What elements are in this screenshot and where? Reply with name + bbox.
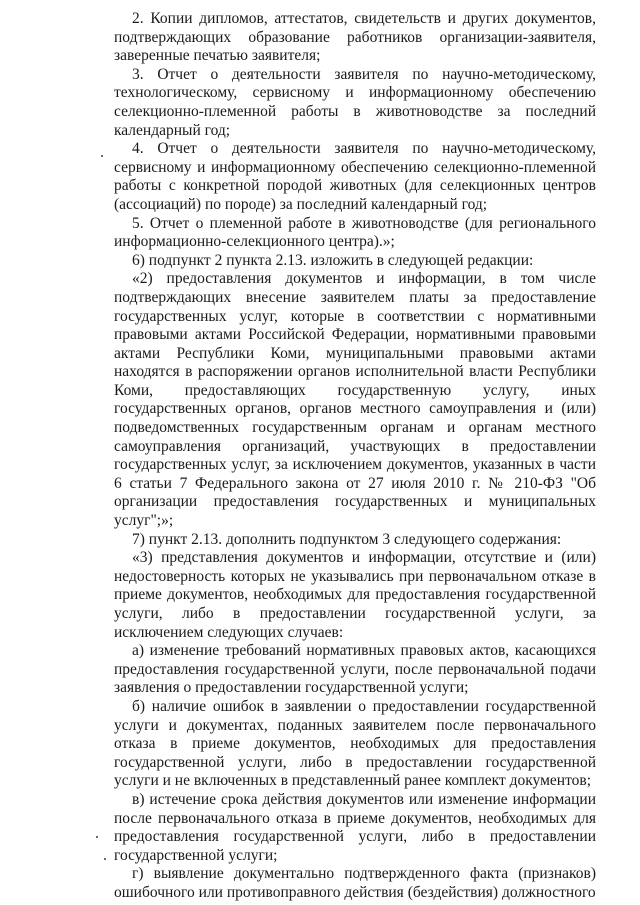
paragraph-amendment-6: 6) подпункт 2 пункта 2.13. изложить в следующей редакции:: [132, 251, 534, 269]
paragraph-case-a: а) изменение требований нормативных правовых актов, касающихся предоставления государственной услуги, после первоначальной подачи заявления о предоставлении государственной услуги;: [114, 642, 596, 697]
paragraph-item-3-report: 3. Отчет о деятельности заявителя по научно-методическому, технологическому, сервисному и информационному обеспечению селекционно-племенной работы в животноводстве за последний календарный год;: [114, 65, 596, 139]
paragraph-item-4-report: 4. Отчет о деятельности заявителя по научно-методическому, сервисному и информационному обеспечению селекционно-племенной работы с конкретной породой животных (для селекционных центров (ассоциаций) по породе) за последний календарный год;: [114, 140, 596, 213]
paragraph-amendment-7: 7) пункт 2.13. дополнить подпунктом 3 следующего содержания:: [132, 530, 562, 548]
scan-speck: [101, 155, 103, 157]
paragraph-item-5-report: 5. Отчет о племенной работе в животноводстве (для регионального информационно-селекционного центра).»;: [114, 214, 596, 251]
paragraph-case-v: в) истечение срока действия документов или изменение информации после первоначального отказа в приеме документов, необходимых для предоставления государственной услуги, либо в предоставлении государственной услуги;: [114, 790, 596, 864]
paragraph-item-2-diplomas: 2. Копии дипломов, аттестатов, свидетельств и других документов, подтверждающих образование работников организации-заявителя, заверенные печатью заявителя;: [114, 10, 596, 65]
paragraph-case-b: б) наличие ошибок в заявлении о предоставлении государственной услуги и документах, поданных заявителем после первоначального отказа в приеме документов, необходимых для предоставления государственной услуги, либо в предоставлении государственной услуги и не включенных в представленный ранее комплект документов;: [114, 697, 596, 790]
scan-speck: [96, 836, 98, 838]
paragraph-case-g: г) выявление документально подтвержденного факта (признаков) ошибочного или противоправного действия (бездействия) должностного: [114, 865, 596, 901]
paragraph-subpoint-2-text: «2) предоставления документов и информации, в том числе подтверждающих внесение заявителем платы за предоставление государственных услуг, которые в соответствии с нормативными правовыми актами Российской Федерации, нормативными правовыми актами Республики Коми, муниципальными правовыми актами находятся в распоряжении органов исполнительной власти Республики Коми, предоставляющих государственную услугу, иных государственных органов, органов местного самоуправления и (или) подведомственных государственным органам и органам местного самоуправления организаций, участвующих в предоставлении государственных услуг, за исключением документов, указанных в части 6 статьи 7 Федерального закона от 27 июля 2010 г. № 210-ФЗ "Об организации предоставления государственных и муниципальных услуг";»;: [114, 270, 596, 530]
document-body: [114, 10, 596, 903]
scan-speck: [104, 858, 106, 860]
paragraph-subpoint-3-text: «3) представления документов и информации, отсутствие и (или) недостоверность которых не указывались при первоначальном отказе в приеме документов, необходимых для предоставления государственной услуги, либо в предоставлении государственной услуги, за исключением следующих случаев:: [114, 549, 596, 641]
